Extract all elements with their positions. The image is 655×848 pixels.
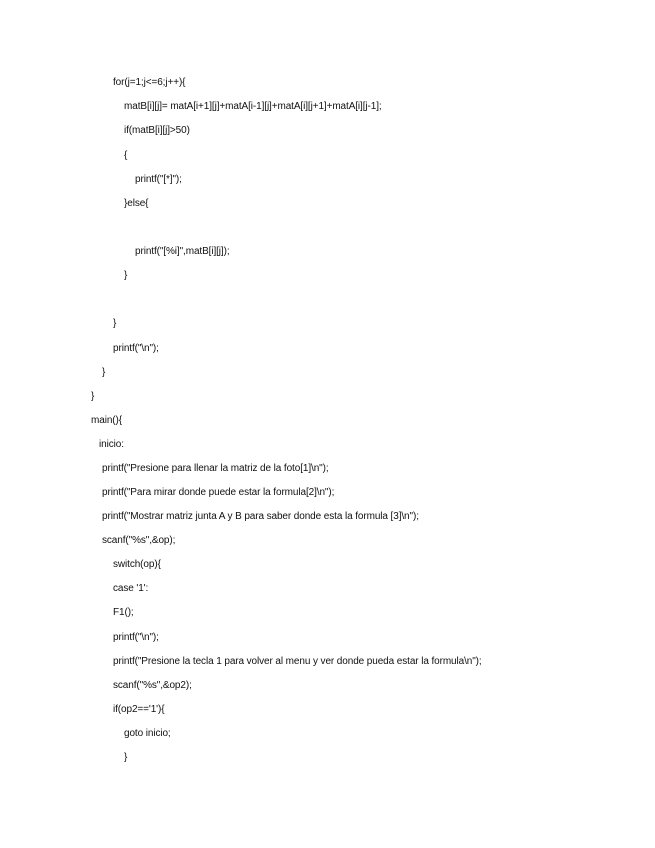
code-line: scanf("%s",&op2); [113,680,192,691]
code-line: } [124,752,128,763]
code-line: } [102,367,106,378]
code-line: if(op2=='1'){ [113,704,165,715]
code-line: matB[i][j]= matA[i+1][j]+matA[i-1][j]+matA[i][j+1]+matA[i][j-1]; [124,101,382,112]
code-line: switch(op){ [113,559,161,570]
code-line: } [91,391,95,402]
code-line: }else{ [124,198,149,209]
code-line: printf("\n"); [113,343,159,354]
code-line: printf("Presione para llenar la matriz de la foto[1]\n"); [102,463,329,474]
code-line: case '1': [113,583,149,594]
code-line: { [124,150,128,161]
code-line: for(j=1;j<=6;j++){ [113,77,186,88]
code-line: goto inicio; [124,728,171,739]
code-line: printf("Para mirar donde puede estar la formula[2]\n"); [102,487,335,498]
code-line: printf("Mostrar matriz junta A y B para saber donde esta la formula [3]\n"); [102,511,419,522]
code-line: printf("[*]"); [135,174,182,185]
code-line: } [113,318,117,329]
code-line: main(){ [91,415,122,426]
code-line: F1(); [113,607,134,618]
code-line: printf("[%i]",matB[i][j]); [135,246,230,257]
code-line: inicio: [99,439,124,450]
code-line: if(matB[i][j]>50) [124,125,190,136]
code-line: printf("\n"); [113,632,159,643]
code-line: } [124,270,128,281]
code-line: printf("Presione la tecla 1 para volver al menu y ver donde pueda estar la formula\n"); [113,656,482,667]
code-line: scanf("%s",&op); [102,535,176,546]
